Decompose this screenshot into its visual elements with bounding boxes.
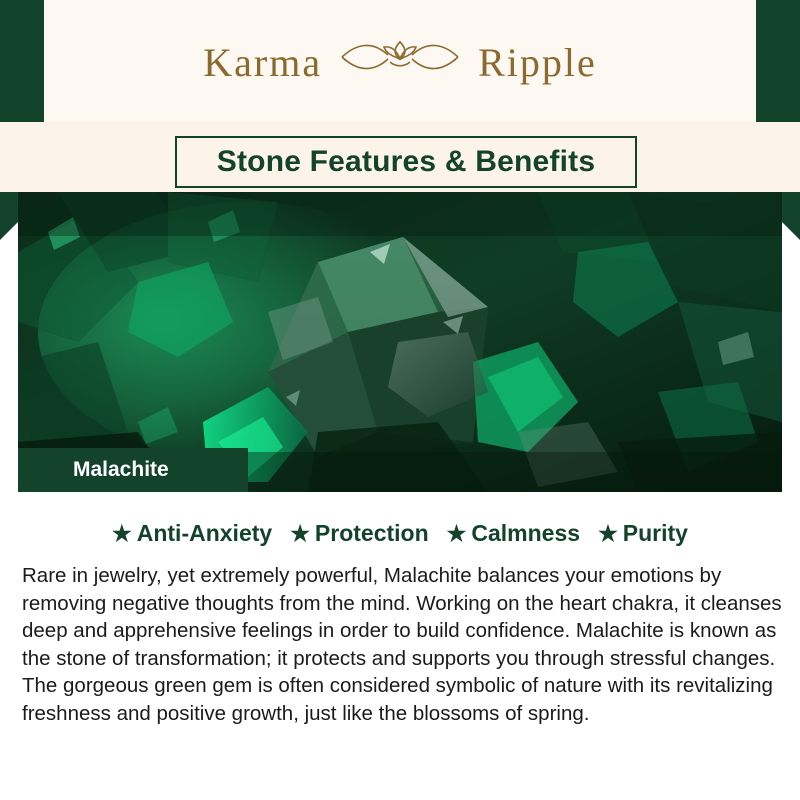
benefit-item — [112, 520, 272, 547]
benefit-label: Anti-Anxiety — [136, 520, 273, 546]
brand-word-left: Karma — [203, 39, 323, 85]
brand-word-right: Ripple — [478, 39, 597, 85]
star-icon: ★ — [446, 520, 467, 546]
stone-name: Malachite — [73, 458, 169, 481]
benefit-label: Protection — [314, 520, 429, 546]
stone-photo — [18, 192, 782, 492]
benefit-item — [290, 520, 428, 547]
stone-name-badge — [18, 448, 248, 492]
benefit-label: Purity — [622, 520, 688, 546]
benefit-item — [598, 520, 688, 547]
page-title: Stone Features & Benefits — [216, 145, 596, 178]
star-icon: ★ — [598, 520, 618, 546]
description-text: Rare in jewelry, yet extremely powerful, Malachite balances your emotions by removing negative thoughts from the mind. Working on the heart chakra, it cleanses deep and apprehensive feelings in order to build confidence. Malachite is known as the stone of transformation; it protects and supports you through stressful changes. The gorgeous green gem is often considered symbolic of nature with its revitalizing freshness and positive growth, just like the blossoms of spring. — [22, 564, 782, 725]
title-plaque — [175, 136, 637, 188]
benefits-row — [0, 520, 800, 547]
benefit-item — [447, 520, 580, 547]
star-icon: ★ — [112, 520, 132, 546]
benefit-label: Calmness — [471, 520, 581, 546]
brand-logo — [0, 34, 800, 90]
star-icon: ★ — [290, 520, 310, 546]
lotus-flourish-icon — [340, 34, 460, 90]
